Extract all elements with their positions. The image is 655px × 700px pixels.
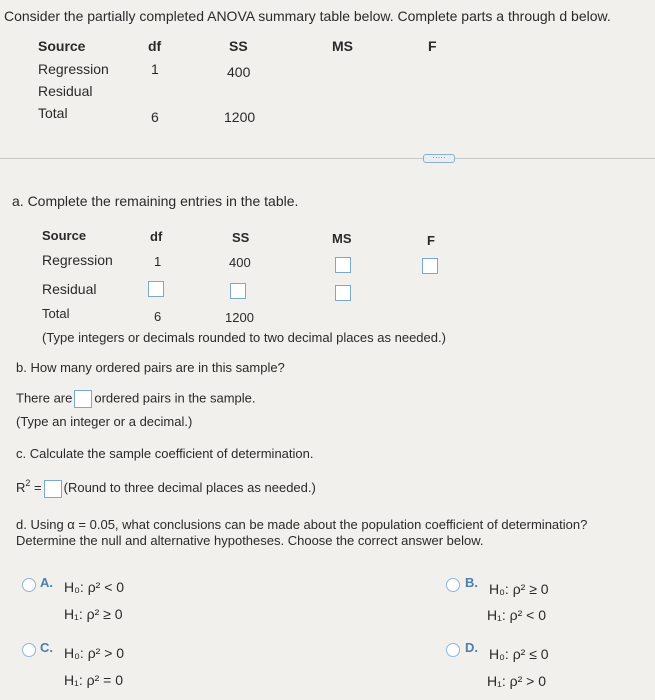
option-c-null: H₀: ρ² > 0 — [64, 645, 125, 661]
option-d-letter: D. — [465, 640, 478, 655]
part-d-instruction: Determine the null and alternative hypotheses. Choose the correct answer below. — [16, 533, 484, 548]
option-d-radio[interactable] — [446, 643, 460, 657]
row-ss: 400 — [227, 64, 251, 80]
r-squared-input[interactable] — [44, 480, 62, 498]
option-c-letter: C. — [40, 640, 53, 655]
header-df: df — [148, 38, 162, 54]
row-ss: 400 — [229, 255, 251, 270]
option-b-radio[interactable] — [446, 578, 460, 592]
option-a-letter: A. — [40, 575, 53, 590]
residual-ss-input[interactable] — [230, 283, 246, 299]
header-df: df — [150, 229, 163, 244]
header-source: Source — [38, 38, 86, 54]
regression-ms-input[interactable] — [335, 257, 351, 273]
question-prompt: Consider the partially completed ANOVA summary table below. Complete parts a through d below. — [4, 8, 611, 24]
option-b-null: H₀: ρ² ≥ 0 — [489, 581, 549, 597]
option-b-letter: B. — [465, 575, 478, 590]
option-c-radio[interactable] — [22, 643, 36, 657]
header-ms: MS — [332, 231, 352, 246]
row-df: 1 — [151, 61, 159, 77]
row-source: Regression — [42, 252, 113, 268]
part-b-answer-line — [16, 390, 256, 408]
part-b-note: (Type an integer or a decimal.) — [16, 414, 193, 429]
row-ss: 1200 — [224, 109, 256, 125]
option-b-alt: H₁: ρ² < 0 — [487, 607, 546, 623]
part-d-label: d. Using α = 0.05, what conclusions can be made about the population coefficient of determination? — [16, 517, 588, 532]
header-f: F — [427, 233, 435, 248]
part-c-note: (Round to three decimal places as needed.) — [63, 480, 316, 495]
option-c-alt: H₁: ρ² = 0 — [64, 672, 123, 688]
regression-f-input[interactable] — [422, 258, 438, 274]
row-source: Residual — [38, 83, 93, 99]
header-ss: SS — [229, 38, 248, 54]
header-f: F — [428, 38, 437, 54]
part-a-note: (Type integers or decimals rounded to two decimal places as needed.) — [42, 330, 446, 345]
part-a-label: a. Complete the remaining entries in the table. — [12, 193, 299, 209]
part-c-answer-line — [16, 478, 316, 498]
residual-df-input[interactable] — [148, 281, 164, 297]
option-a-alt: H₁: ρ² ≥ 0 — [64, 606, 123, 622]
row-df: 1 — [154, 254, 162, 269]
ordered-pairs-input[interactable] — [74, 390, 92, 408]
row-source: Total — [38, 105, 68, 121]
part-b-text-before: There are — [16, 390, 73, 406]
row-source: Residual — [42, 281, 97, 297]
expand-more-button[interactable]: ····· — [423, 154, 455, 163]
header-ss: SS — [232, 230, 250, 245]
part-c-label: c. Calculate the sample coefficient of determination. — [16, 446, 314, 461]
header-ms: MS — [332, 38, 353, 54]
part-b-label: b. How many ordered pairs are in this sample? — [16, 360, 285, 375]
r-squared-symbol: $R^2$ — [16, 478, 31, 495]
row-source: Total — [42, 306, 70, 321]
residual-ms-input[interactable] — [335, 285, 351, 301]
row-ss: 1200 — [225, 310, 254, 325]
equals-sign: = — [34, 480, 42, 495]
option-d-null: H₀: ρ² ≤ 0 — [489, 646, 549, 662]
header-source: Source — [42, 228, 87, 243]
row-source: Regression — [38, 61, 109, 77]
row-df: 6 — [151, 109, 159, 125]
part-b-text-after: ordered pairs in the sample. — [94, 390, 256, 406]
option-a-null: H₀: ρ² < 0 — [64, 579, 125, 595]
option-a-radio[interactable] — [22, 578, 36, 592]
row-df: 6 — [154, 309, 162, 324]
option-d-alt: H₁: ρ² > 0 — [487, 673, 546, 689]
section-divider — [0, 158, 655, 159]
